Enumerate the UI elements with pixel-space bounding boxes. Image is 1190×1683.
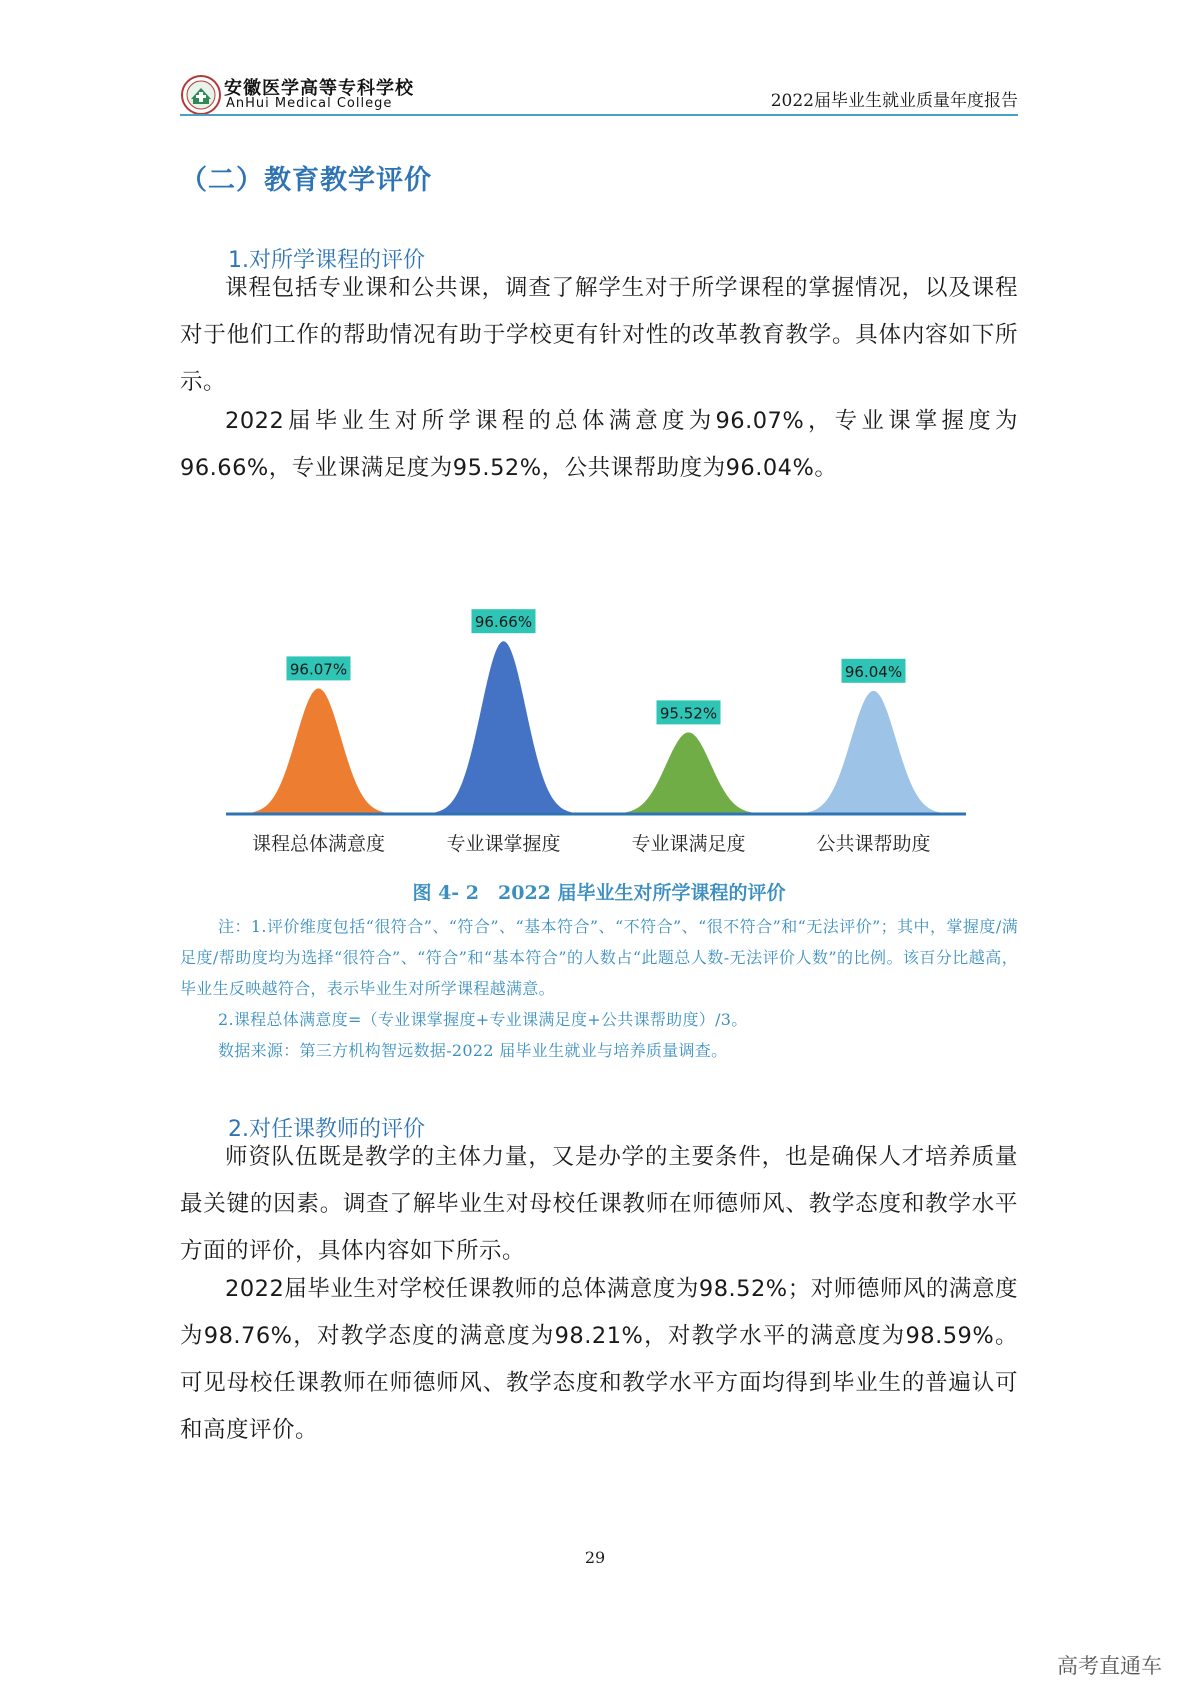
subsection-title-courses: 1.对所学课程的评价 [228,248,425,273]
chart-note-2: 2.课程总体满意度=（专业课掌握度+专业课满足度+公共课帮助度）/3。 [218,1010,748,1029]
category-label-3: 专业课满足度 [631,833,746,855]
paragraph-courses-results: 2022届毕业生对所学课程的总体满意度为96.07%，专业课掌握度为96.66%，专业课满足度为95.52%，公共课帮助度为96.04%。 [180,408,1018,481]
svg-text:96.04%: 96.04% [844,662,903,681]
data-label-4 [842,659,906,683]
subsection-title-teachers: 2.对任课教师的评价 [228,1117,425,1142]
svg-text:95.52%: 95.52% [659,704,718,723]
chart-peak-4 [794,691,954,814]
watermark: 高考直通车 [1057,1654,1162,1678]
paragraph-teachers-intro: 师资队伍既是教学的主体力量，又是办学的主要条件，也是确保人才培养质量最关键的因素。调查了解毕业生对母校任课教师在师德师风、教学态度和教学水平方面的评价，具体内容如下所示。 [180,1144,1018,1264]
data-label-3 [657,700,721,724]
page-number: 29 [584,1548,606,1567]
paragraph-courses-intro: 课程包括专业课和公共课，调查了解学生对于所学课程的掌握情况，以及课程对于他们工作的帮助情况有助于学校更有针对性的改革教育教学。具体内容如下所示。 [180,275,1018,395]
paragraph-teachers-results: 2022届毕业生对学校任课教师的总体满意度为98.52%；对师德师风的满意度为98.76%，对教学态度的满意度为98.21%，对教学水平的满意度为98.59%。可见母校任课教师在师德师风、教学态度和教学水平方面均得到毕业生的普遍认可和高度评价。 [180,1276,1018,1443]
report-title: 2022届毕业生就业质量年度报告 [770,91,1018,111]
category-label-1: 课程总体满意度 [251,833,386,855]
chart-note-1: 注：1.评价维度包括“很符合”、“符合”、“基本符合”、“不符合”、“很不符合”和“无法评价”；其中，掌握度/满足度/帮助度均为选择“很符合”、“符合”和“基本符合”的人数占“此题总人数-无法评价人数”的比例。该百分比越高，毕业生反映越符合，表示毕业生对所学课程越满意。 [180,917,1018,998]
school-name-chinese: 安徽医学高等专科学校 [224,78,414,99]
svg-text:96.07%: 96.07% [289,660,348,679]
figure-caption: 图 4- 2 2022 届毕业生对所学课程的评价 [412,882,786,904]
section-title: （二）教育教学评价 [180,165,432,196]
header-divider [180,114,1018,116]
category-label-4: 公共课帮助度 [816,833,931,855]
data-label-1 [287,656,351,680]
svg-text:96.66%: 96.66% [474,613,533,632]
chart-peak-2 [424,641,584,814]
category-label-2: 专业课掌握度 [446,833,561,855]
data-label-2 [472,609,536,633]
chart-peak-3 [609,732,769,814]
school-logo-seal [180,74,222,116]
school-name-english: AnHui Medical College [226,96,393,111]
data-source-note: 数据来源：第三方机构智远数据-2022 届毕业生就业与培养质量调查。 [218,1041,728,1060]
chart-peak-1 [239,688,399,814]
course-evaluation-chart [226,570,966,870]
